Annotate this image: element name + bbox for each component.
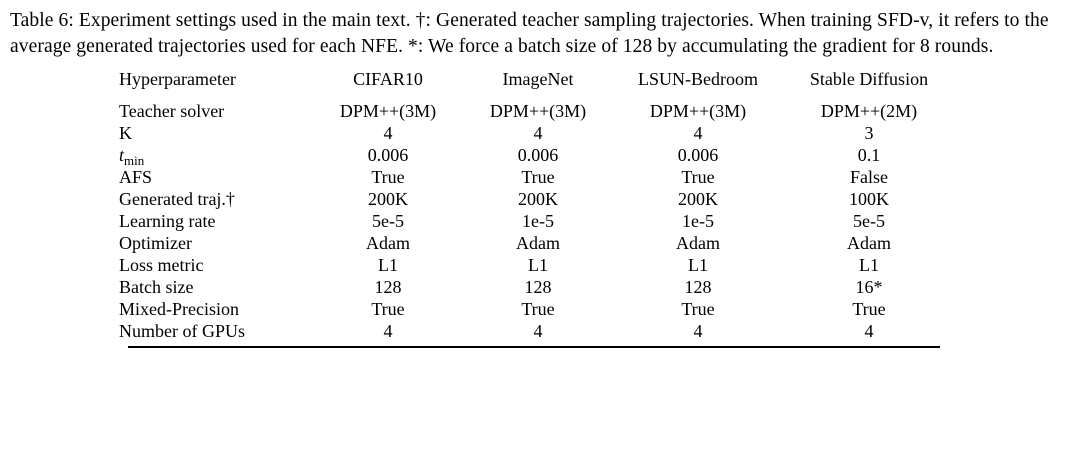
row-label-learning-rate: Learning rate xyxy=(119,210,216,231)
cell-value: 0.006 xyxy=(367,144,409,165)
row-label-teacher-solver: Teacher solver xyxy=(119,100,225,121)
table-container xyxy=(10,69,1058,342)
cell-value: Adam xyxy=(847,232,891,253)
table-row xyxy=(113,144,955,166)
row-label-afs: AFS xyxy=(119,166,153,187)
row-label-optimizer: Optimizer xyxy=(119,232,192,253)
row-label-number-of-gpus: Number of GPUs xyxy=(119,320,245,341)
cell-value: 100K xyxy=(849,188,889,209)
cell-value: 1e-5 xyxy=(522,210,554,231)
cell-value: True xyxy=(521,166,555,187)
cell-value: 200K xyxy=(368,188,408,209)
cell-value: 5e-5 xyxy=(853,210,885,231)
cell-value: True xyxy=(521,298,555,319)
experiment-settings-table xyxy=(113,69,955,342)
table-header-row xyxy=(113,69,955,90)
table-row xyxy=(113,90,955,122)
row-label-loss-metric: Loss metric xyxy=(119,254,204,275)
cell-value: 4 xyxy=(383,122,393,143)
cell-value: 1e-5 xyxy=(682,210,714,231)
cell-value: Adam xyxy=(676,232,720,253)
table-bottom-rule xyxy=(128,346,940,348)
table-header xyxy=(113,69,955,90)
table-row xyxy=(113,298,955,320)
table-row xyxy=(113,188,955,210)
cell-value: True xyxy=(371,166,405,187)
table-caption: Table 6: Experiment settings used in the main text. †: Generated teacher sampling trajectories. When training SFD-v, it refers to the average generated trajectories used for each NFE. *: We force a batch size of 128 by accumulating the gradient for 8 rounds. xyxy=(10,10,1049,57)
table-row xyxy=(113,166,955,188)
table-body xyxy=(113,90,955,342)
table-row xyxy=(113,210,955,232)
cell-value: Adam xyxy=(366,232,410,253)
cell-value: DPM++(3M) xyxy=(649,100,747,121)
column-header-lsun-bedroom: LSUN-Bedroom xyxy=(638,69,758,90)
cell-value: L1 xyxy=(859,254,879,275)
row-label-tmin-subscript: min xyxy=(124,152,145,168)
cell-value: 128 xyxy=(524,276,552,297)
row-label-batch-size: Batch size xyxy=(119,276,194,297)
column-header-cifar10: CIFAR10 xyxy=(353,69,423,90)
table-row xyxy=(113,232,955,254)
cell-value: L1 xyxy=(378,254,398,275)
cell-value: L1 xyxy=(688,254,708,275)
cell-value: 5e-5 xyxy=(372,210,404,231)
row-label-k: K xyxy=(119,122,132,143)
cell-value: DPM++(3M) xyxy=(489,100,587,121)
cell-value: 4 xyxy=(693,122,703,143)
cell-value: True xyxy=(852,298,886,319)
table-row xyxy=(113,254,955,276)
cell-value: False xyxy=(850,166,888,187)
row-label-mixed-precision: Mixed-Precision xyxy=(119,298,239,319)
cell-value: 4 xyxy=(533,122,543,143)
cell-value: 0.006 xyxy=(517,144,559,165)
row-label-tmin-base: t xyxy=(119,144,125,165)
cell-value: 4 xyxy=(864,320,874,341)
cell-value: 4 xyxy=(693,320,703,341)
cell-value: 0.1 xyxy=(857,144,881,165)
cell-value: 0.006 xyxy=(677,144,719,165)
table-row xyxy=(113,276,955,298)
row-label-tmin xyxy=(113,144,313,166)
cell-value: DPM++(2M) xyxy=(820,100,918,121)
cell-value: True xyxy=(681,166,715,187)
cell-value: 128 xyxy=(684,276,712,297)
cell-value: L1 xyxy=(528,254,548,275)
cell-value: 3 xyxy=(864,122,874,143)
table-row xyxy=(113,320,955,342)
table-row xyxy=(113,122,955,144)
column-header-hyperparameter: Hyperparameter xyxy=(119,69,236,90)
cell-value: DPM++(3M) xyxy=(339,100,437,121)
cell-value: 16* xyxy=(855,276,883,297)
cell-value: 200K xyxy=(518,188,558,209)
cell-value: True xyxy=(681,298,715,319)
cell-value: 4 xyxy=(383,320,393,341)
cell-value: 4 xyxy=(533,320,543,341)
cell-value: Adam xyxy=(516,232,560,253)
column-header-imagenet: ImageNet xyxy=(502,69,574,90)
cell-value: 128 xyxy=(374,276,402,297)
cell-value: True xyxy=(371,298,405,319)
row-label-generated-traj: Generated traj.† xyxy=(119,188,235,209)
column-header-stable-diffusion: Stable Diffusion xyxy=(809,69,929,90)
cell-value: 200K xyxy=(678,188,718,209)
